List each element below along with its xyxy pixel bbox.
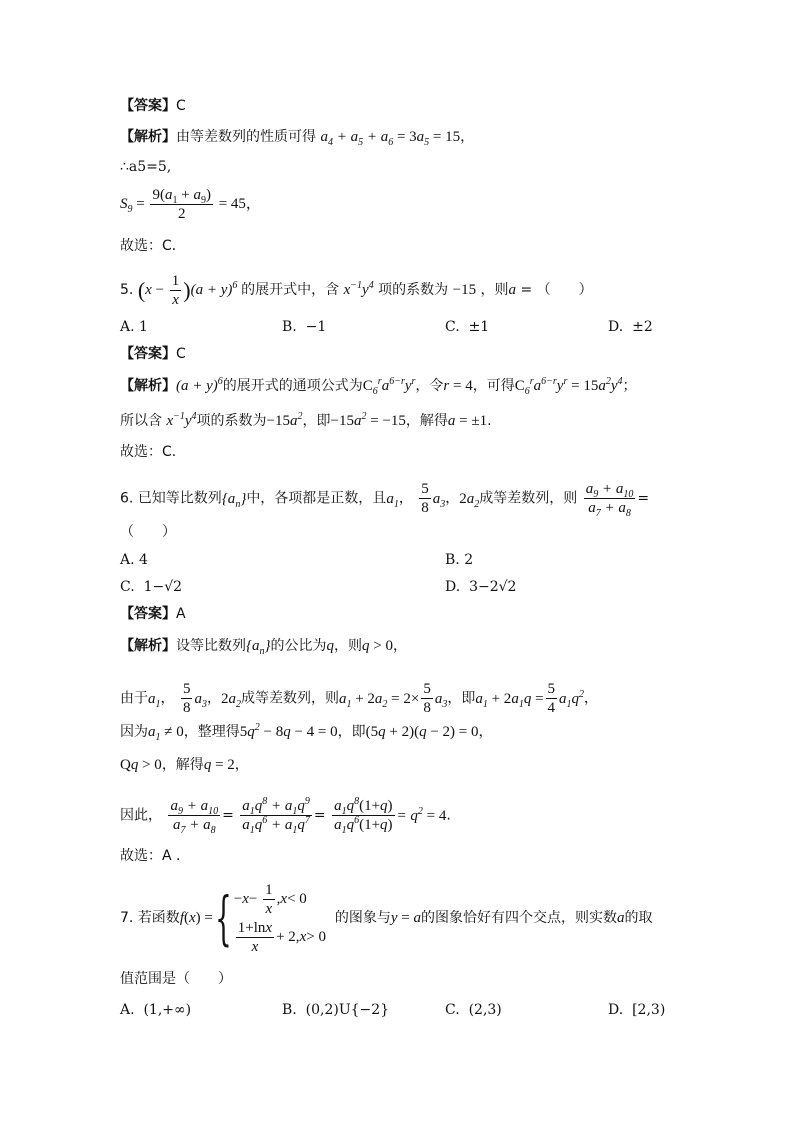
q4-analysis-text: 由等差数列的性质可得: [176, 129, 316, 145]
q6-answer-line: [120, 604, 186, 624]
answer-label: 【答案】: [120, 346, 176, 362]
q5-answer-value: C: [176, 346, 186, 362]
q7-option-a: A. (1,+∞): [120, 1002, 192, 1018]
analysis-label: 【解析】: [120, 129, 176, 145]
answer-label: 【答案】: [120, 98, 176, 114]
q5-stem-coef: 项的系数为: [378, 281, 449, 298]
q6-analysis-line1: 【解析】设等比数列$\{a_n\}$的公比为q，则q > 0，: [120, 638, 407, 657]
q7-stem: 7. 若函数 f(x) = { − x − $\frac{1}{x}$ , x < 0 $\frac{1+\ln x}{x}$ + 2, x > 0 的图象与 y = a 的图象恰好有四个交点，则实数 a 的取: [120, 881, 653, 955]
q6-option-a: A. 4: [120, 552, 148, 568]
q6-answer-value: A: [176, 606, 186, 622]
q4-step2-text: ∴a5=5,: [120, 159, 172, 175]
q7-piecewise: − x − $\frac{1}{x}$ , x < 0 $\frac{1+\ln x}{x}$ + 2, x > 0: [233, 881, 326, 955]
q7-stem-line2: 值范围是（ ）: [120, 971, 232, 987]
q7-number: 7.: [120, 910, 134, 926]
answer-label: 【答案】: [120, 606, 176, 622]
analysis-label: 【解析】: [120, 638, 176, 654]
q4-final: [120, 236, 186, 256]
q5-stem-blank: （ ）: [536, 281, 593, 298]
q6-analysis-line5: 因此， $\frac{a_9 + a_{10}}{a_7 + a_8}$ = $\frac{a_1q^8 + a_1q^9}{a_1q^6 + a_1q^7}$ = $\frac{a_1q^8(1+q)}{a_1q^6(1+q)}$ = $q^2 = 4$.: [120, 796, 451, 836]
q5-final: [120, 442, 176, 462]
q5-stem: 5. (x − $\frac{1}{x}$ )$(a + y)^6$ 的展开式中，含 $x^{-1}y^4$ 项的系数为 −15 ，则a = （ ）: [120, 273, 593, 308]
q7-option-b: B. (0,2)U{−2}: [282, 1002, 390, 1018]
q6-stem: 6. 已知等比数列$\{a_n\}$中，各项都是正数，且$a_1$， $\frac{5}{8}$ $a_3$，$2a_2$成等差数列，则 $\frac{a_9 + a_{10}}{a_7 + a_8}$ =: [120, 481, 650, 519]
q4-answer-value: C: [176, 98, 186, 114]
q6-analysis-line4: Qq > 0，解得q = 2，: [120, 757, 249, 773]
q6-option-d: D. 3−2√2: [445, 579, 517, 595]
q6-analysis-line3: 因为$a_1 \ne 0$，整理得$5q^2 - 8q - 4 = 0$，即(5q + 2)(q − 2) = 0，: [120, 722, 493, 743]
q6-option-b: B. 2: [445, 552, 474, 568]
q4-answer-line: [120, 96, 186, 116]
q6-option-c: C. 1−√2: [120, 579, 183, 595]
q5-stem-mid: 的展开式中，含: [241, 281, 340, 298]
choose-label: 故选：: [120, 238, 162, 254]
q5-option-b: B. −1: [282, 319, 327, 335]
q6-analysis-line2: 由于$a_1$， $\frac{5}{8}$ $a_3$，$2a_2$成等差数列，则$a_1 + 2a_2 = 2\times$ $\frac{5}{8}$ $a_3$，即$a_1 + 2a_1q$ = $\frac{5}{4}$ $a_1q^2$，: [120, 681, 599, 716]
q4-analysis-line: 【解析】由等差数列的性质可得 $a_4 + a_5 + a_6 = 3a_5 = 15$，: [120, 129, 475, 148]
choose-label: 故选：: [120, 848, 162, 864]
q4-sum-formula: $S_9$ = $\frac{9(a_1 + a_9)}{2}$ = 45，: [120, 187, 261, 222]
choose-label: 故选：: [120, 444, 162, 460]
q6-stem-blank: （ ）: [120, 524, 176, 540]
q5-number: 5.: [120, 281, 134, 298]
q5-expression: (x − $\frac{1}{x}$ )$(a + y)^6$: [137, 273, 238, 308]
q5-stem-val: −15: [452, 281, 477, 298]
analysis-label: 【解析】: [120, 378, 176, 394]
q7-option-c: C. (2,3): [445, 1002, 502, 1018]
q6-number: 6.: [120, 490, 134, 507]
q5-analysis-line2: 所以含 $x^{-1}y^4$项的系数为$-15a^2$，即$-15a^2 = -15$，解得a = ±1.: [120, 411, 492, 429]
q4-formula: $a_4 + a_5 + a_6 = 3a_5 = 15$: [320, 129, 461, 148]
q4-step2: [120, 157, 171, 177]
q5-option-c: C. ±1: [445, 319, 490, 335]
q5-stem-end: ，则: [480, 281, 509, 298]
q4-final-value: C．: [162, 238, 186, 254]
q6-final-value: A .: [162, 848, 181, 864]
q5-answer-line: [120, 344, 186, 364]
q5-option-d: D. ±2: [608, 319, 653, 335]
q5-option-a: A. 1: [120, 319, 148, 335]
q7-option-d: D. [2,3): [608, 1002, 666, 1018]
q6-final: [120, 846, 180, 866]
q5-analysis-line1: 【解析】$(a + y)^6$的展开式的通项公式为$C_6^ra^{6-r}y^r$，令r = 4，可得$C_6^ra^{6-r}y^r = 15a^2y^4$；: [120, 376, 637, 397]
q5-final-value: C.: [162, 444, 177, 460]
